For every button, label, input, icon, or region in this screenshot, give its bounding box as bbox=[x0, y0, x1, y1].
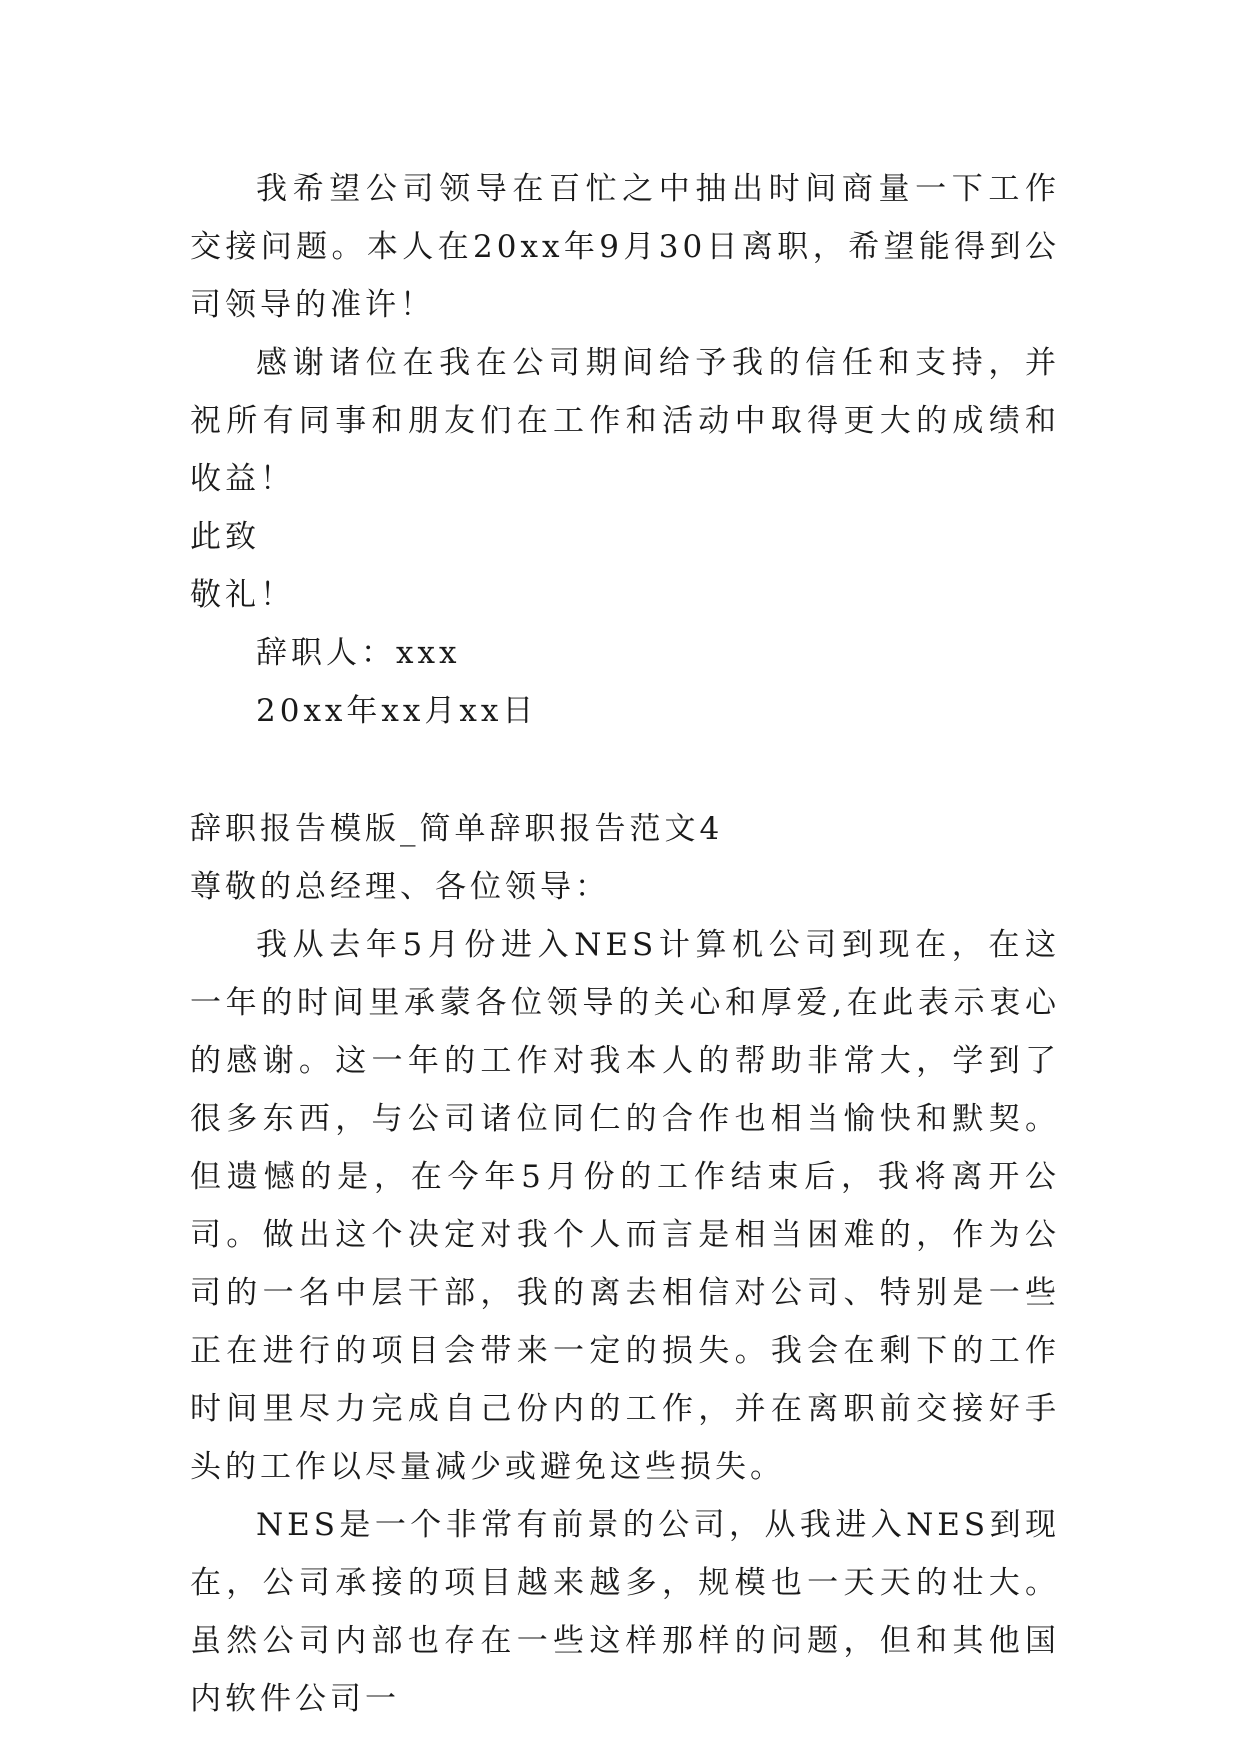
body-paragraph-2: NES是一个非常有前景的公司，从我进入NES到现在，公司承接的项目越来越多，规模也一天天的壮大。虽然公司内部也存在一些这样那样的问题，但和其他国内软件公司一 bbox=[190, 1507, 1060, 1717]
section-gap bbox=[190, 740, 1060, 800]
salutation: 尊敬的总经理、各位领导： bbox=[190, 869, 610, 905]
body-paragraph-1: 我从去年5月份进入NES计算机公司到现在，在这一年的时间里承蒙各位领导的关心和厚爱,在此表示衷心的感谢。这一年的工作对我本人的帮助非常大，学到了很多东西，与公司诸位同仁的合作也相当愉快和默契。但遗憾的是，在今年5月份的工作结束后，我将离开公司。做出这个决定对我个人而言是相当困难的，作为公司的一名中层干部，我的离去相信对公司、特别是一些正在进行的项目会带来一定的损失。我会在剩下的工作时间里尽力完成自己份内的工作，并在离职前交接好手头的工作以尽量减少或避免这些损失。 bbox=[190, 927, 1060, 1485]
signature-line: 辞职人：xxx bbox=[256, 635, 461, 671]
thanks-paragraph: 感谢诸位在我在公司期间给予我的信任和支持，并祝所有同事和朋友们在工作和活动中取得更大的成绩和收益！ bbox=[190, 345, 1060, 497]
section-title: 辞职报告模版_简单辞职报告范文4 bbox=[190, 811, 724, 847]
date-line: 20xx年xx月xx日 bbox=[256, 693, 538, 729]
closing-ci-zhi: 此致 bbox=[190, 519, 260, 555]
closing-jing-li: 敬礼！ bbox=[190, 577, 295, 613]
document-body bbox=[190, 160, 1060, 1728]
request-paragraph: 我希望公司领导在百忙之中抽出时间商量一下工作交接问题。本人在20xx年9月30日离职，希望能得到公司领导的准许！ bbox=[190, 171, 1060, 323]
